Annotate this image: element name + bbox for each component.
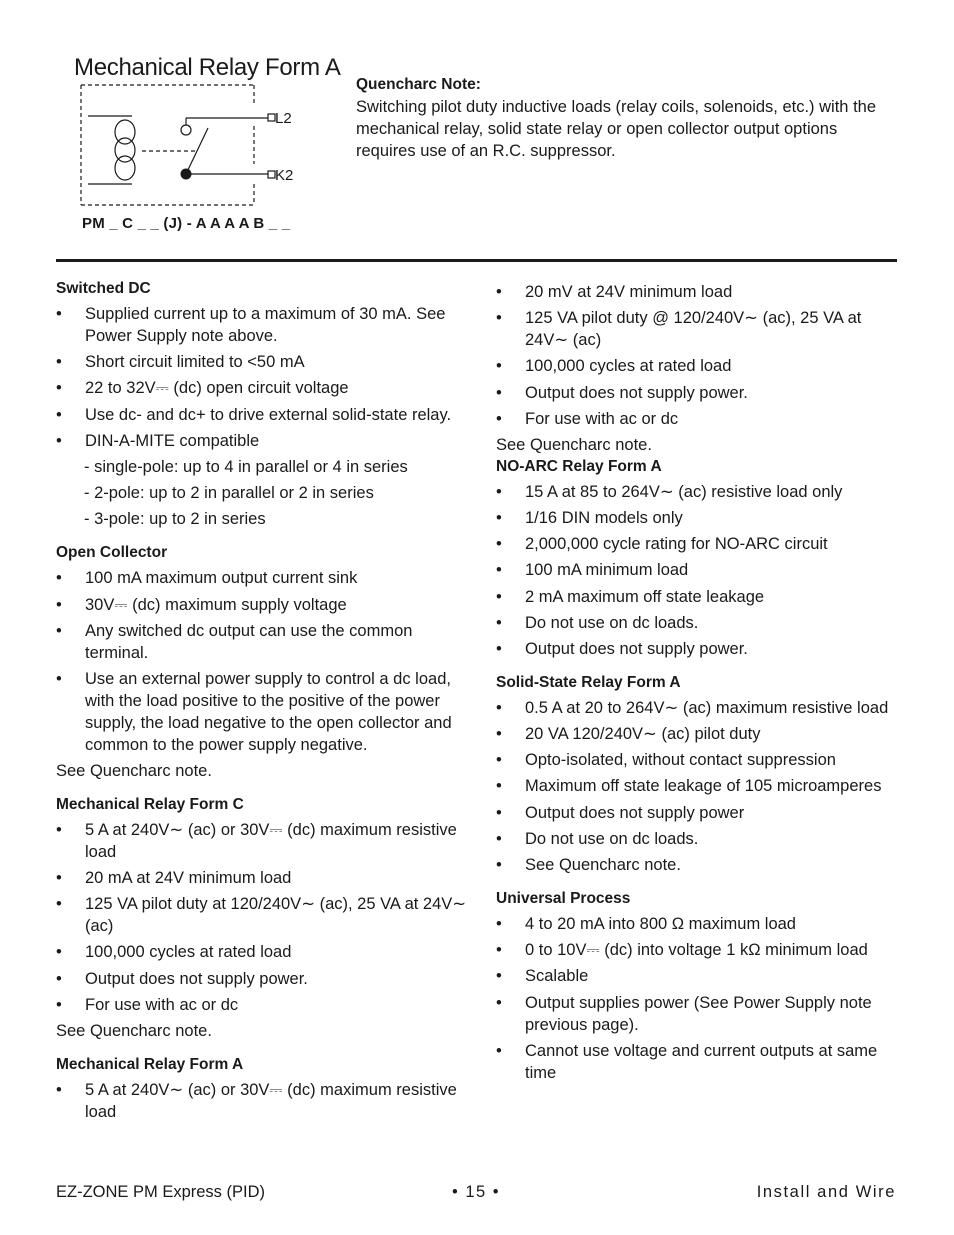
bullet-icon: • <box>56 669 62 688</box>
list-item: • 0.5 A at 20 to 264V∼ (ac) maximum resistive load <box>496 698 889 717</box>
list-item: • 20 mA at 24V minimum load <box>56 869 292 888</box>
bullet-icon: • <box>56 431 62 450</box>
bullet-icon: • <box>496 409 502 428</box>
note-body: Switching pilot duty inductive loads (relay coils, solenoids, etc.) with the mechanical relay, solid state relay or open collector output options requires use of an R.C. suppressor. <box>356 98 876 160</box>
bullet-list <box>496 697 896 876</box>
terminal-label-l2: L2 <box>275 110 292 127</box>
list-item: • 2 mA maximum off state leakage <box>496 587 765 606</box>
bullet-icon: • <box>56 943 62 962</box>
footer-page-number: • 15 • <box>452 1183 501 1201</box>
bullet-icon: • <box>496 751 502 770</box>
section-heading: Universal Process <box>496 890 631 907</box>
sub-item: - 3-pole: up to 2 in series <box>84 510 266 529</box>
list-item: • 2,000,000 cycle rating for NO-ARC circuit <box>496 535 828 554</box>
list-item: • Output supplies power (See Power Supply note previous page). <box>496 993 872 1034</box>
list-item: • 100,000 cycles at rated load <box>496 357 732 376</box>
list-item: • 0 to 10V⎓ (dc) into voltage 1 kΩ minimum load <box>496 941 868 960</box>
bullet-icon: • <box>56 869 62 888</box>
list-item: • Opto-isolated, without contact suppression <box>496 751 836 770</box>
footer-section: Install and Wire <box>756 1183 896 1201</box>
bullet-icon: • <box>496 915 502 933</box>
list-item: • Scalable <box>496 967 589 986</box>
right-column <box>496 278 896 1084</box>
list-item: • 5 A at 240V∼ (ac) or 30V⎓ (dc) maximum resistive load <box>56 1080 457 1121</box>
list-item: • 1/16 DIN models only <box>496 508 683 527</box>
sub-item: - single-pole: up to 4 in parallel or 4 in series <box>84 457 408 476</box>
bullet-icon: • <box>496 1041 502 1060</box>
bullet-icon: • <box>496 309 502 328</box>
bullet-icon: • <box>56 353 62 372</box>
list-item: • Output does not supply power. <box>496 639 748 658</box>
bullet-list <box>496 281 896 430</box>
terminal-label-k2: K2 <box>275 167 294 184</box>
bullet-icon: • <box>496 698 502 717</box>
list-item: • 22 to 32V⎓ (dc) open circuit voltage <box>56 379 349 398</box>
list-item: • Cannot use voltage and current outputs at same time <box>496 1041 878 1082</box>
bullet-icon: • <box>56 621 62 640</box>
list-item: • Do not use on dc loads. <box>496 829 699 848</box>
bullet-icon: • <box>56 569 62 588</box>
list-item: • Any switched dc output can use the common terminal. <box>56 621 413 662</box>
sub-item: - 2-pole: up to 2 in parallel or 2 in series <box>84 484 374 503</box>
list-item: • 100 mA maximum output current sink <box>56 569 358 588</box>
footnote: See Quencharc note. <box>56 1021 212 1040</box>
list-item: • 125 VA pilot duty @ 120/240V∼ (ac), 25 VA at 24V∼ (ac) <box>496 309 862 350</box>
bullet-icon: • <box>496 508 502 527</box>
section-heading: NO-ARC Relay Form A <box>496 457 662 475</box>
bullet-icon: • <box>496 383 502 402</box>
bullet-icon: • <box>496 639 502 658</box>
list-item: • For use with ac or dc <box>496 409 679 428</box>
bullet-icon: • <box>496 856 502 874</box>
bullet-list <box>56 303 468 452</box>
list-item: • Short circuit limited to <50 mA <box>56 353 305 372</box>
section-heading: Solid-State Relay Form A <box>496 673 681 691</box>
list-item: • Supplied current up to a maximum of 30 mA. See Power Supply note above. <box>56 305 446 345</box>
bullet-icon: • <box>56 969 62 988</box>
bullet-list <box>56 1079 468 1123</box>
bullet-list <box>496 481 896 660</box>
bullet-icon: • <box>56 995 62 1014</box>
list-item: • 100,000 cycles at rated load <box>56 943 292 962</box>
bullet-icon: • <box>496 941 502 960</box>
list-item: • 5 A at 240V∼ (ac) or 30V⎓ (dc) maximum resistive load <box>56 820 457 861</box>
bullet-icon: • <box>496 587 502 606</box>
list-item: • 4 to 20 mA into 800 Ω maximum load <box>496 915 796 933</box>
bullet-icon: • <box>496 535 502 554</box>
list-item: • 20 mV at 24V minimum load <box>496 283 733 301</box>
bullet-icon: • <box>56 405 62 424</box>
page-title: Mechanical Relay Form A <box>74 54 341 81</box>
list-item: • For use with ac or dc <box>56 995 239 1014</box>
bullet-icon: • <box>56 1080 62 1099</box>
list-item: • See Quencharc note. <box>496 856 681 874</box>
list-item: • 125 VA pilot duty at 120/240V∼ (ac), 25 VA at 24V∼ (ac) <box>56 895 467 936</box>
bullet-icon: • <box>56 305 62 323</box>
list-item: • Maximum off state leakage of 105 microamperes <box>496 777 882 796</box>
section-heading: Open Collector <box>56 544 168 562</box>
bullet-list <box>56 819 468 1016</box>
list-item: • Use an external power supply to control a dc load, with the load positive to the positive of the power supply, the load negative to the open collector and common to the power supply negative. <box>56 669 452 754</box>
list-item: • Output does not supply power. <box>56 969 308 988</box>
list-item: • 100 mA minimum load <box>496 561 689 580</box>
footer-product: EZ-ZONE PM Express (PID) <box>56 1183 266 1201</box>
bullet-icon: • <box>496 357 502 376</box>
bullet-icon: • <box>496 803 502 822</box>
footnote: See Quencharc note. <box>496 435 652 454</box>
quencharc-note <box>356 74 886 162</box>
bullet-icon: • <box>496 829 502 848</box>
bullet-icon: • <box>496 613 502 632</box>
note-title: Quencharc Note: <box>356 76 481 93</box>
bullet-icon: • <box>56 379 62 398</box>
list-item: • 15 A at 85 to 264V∼ (ac) resistive load only <box>496 482 843 501</box>
section-heading: Switched DC <box>56 280 151 297</box>
section-heading: Mechanical Relay Form A <box>56 1055 244 1073</box>
bullet-list <box>496 913 896 1084</box>
bullet-icon: • <box>496 993 502 1012</box>
section-heading: Mechanical Relay Form C <box>56 795 244 813</box>
relay-diagram <box>80 84 280 209</box>
list-item: • 30V⎓ (dc) maximum supply voltage <box>56 595 347 614</box>
list-item: • 20 VA 120/240V∼ (ac) pilot duty <box>496 725 761 744</box>
list-item: • Output does not supply power <box>496 803 745 822</box>
bullet-icon: • <box>496 482 502 501</box>
footnote: See Quencharc note. <box>56 761 212 780</box>
bullet-icon: • <box>496 725 502 744</box>
left-column <box>56 278 468 1123</box>
section-divider <box>56 259 897 262</box>
bullet-icon: • <box>496 283 502 301</box>
model-code: PM _ C _ _ (J) - A A A A B _ _ <box>82 215 291 232</box>
bullet-icon: • <box>496 967 502 986</box>
list-item: • DIN-A-MITE compatible <box>56 431 260 450</box>
bullet-icon: • <box>496 561 502 580</box>
bullet-list <box>56 567 468 756</box>
bullet-icon: • <box>56 820 62 839</box>
bullet-icon: • <box>56 595 62 614</box>
bullet-icon: • <box>56 895 62 914</box>
bullet-icon: • <box>496 777 502 796</box>
list-item: • Output does not supply power. <box>496 383 748 402</box>
list-item: • Do not use on dc loads. <box>496 613 699 632</box>
list-item: • Use dc- and dc+ to drive external solid-state relay. <box>56 405 452 424</box>
